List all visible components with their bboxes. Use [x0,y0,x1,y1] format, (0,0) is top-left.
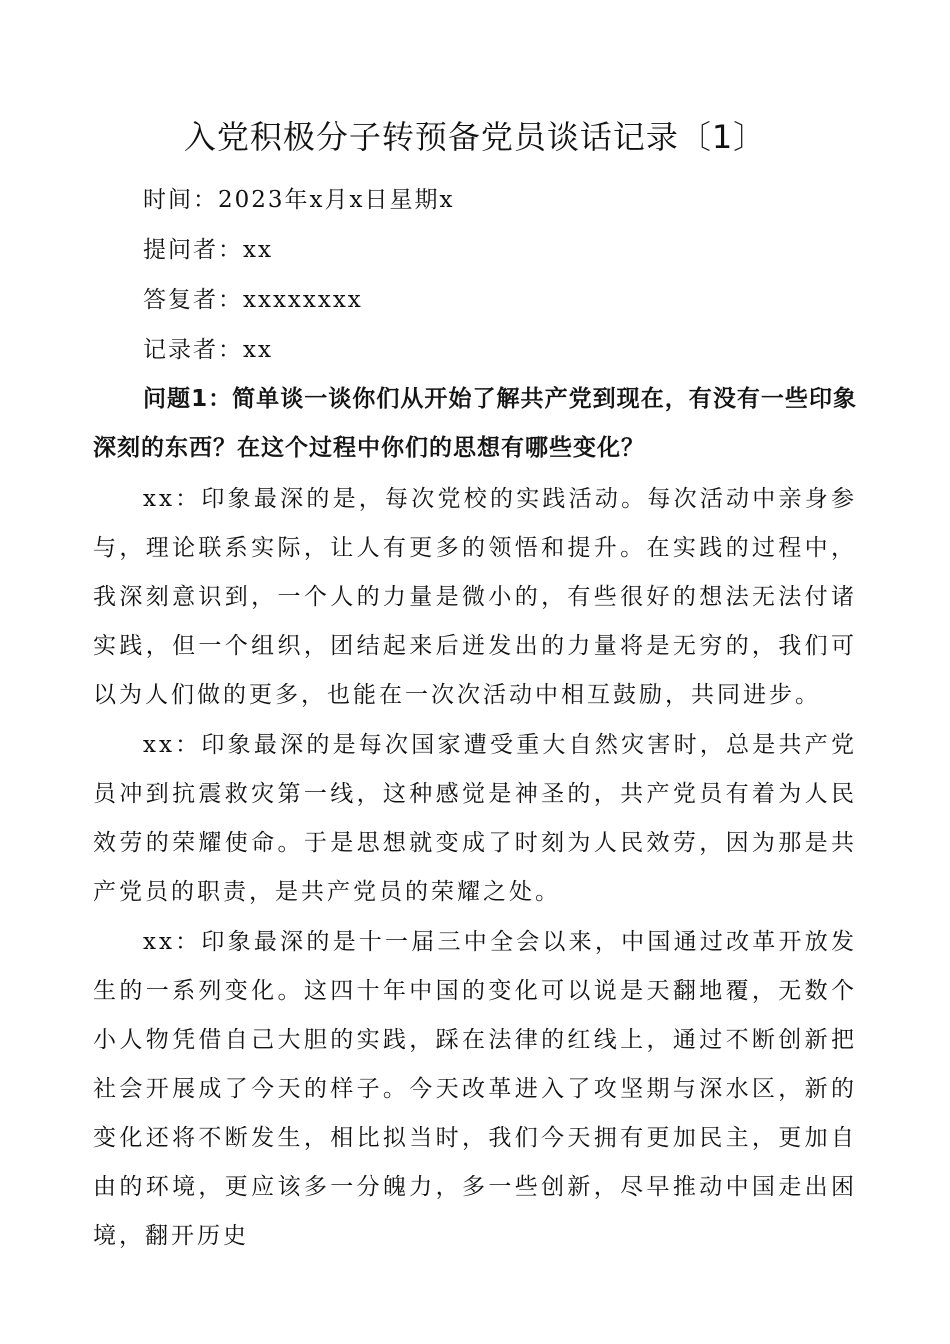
answer-paragraph-3: xx：印象最深的是十一届三中全会以来，中国通过改革开放发生的一系列变化。这四十年中国的变化可以说是天翻地覆，无数个小人物凭借自己大胆的实践，踩在法律的红线上，通过不断创新把社会开展成了今天的样子。今天改革进入了攻坚期与深水区，新的变化还将不断发生，相比拟当时，我们今天拥有更加民主，更加自由的环境，更应该多一分魄力，多一些创新，尽早推动中国走出困境，翻开历史 [93,929,857,1249]
answer-paragraph-2: xx：印象最深的是每次国家遭受重大自然灾害时，总是共产党员冲到抗震救灾第一线，这种感觉是神圣的，共产党员有着为人民效劳的荣耀使命。于是思想就变成了时刻为人民效劳，因为那是共产党员的职责，是共产党员的荣耀之处。 [93,732,857,905]
answer-paragraph-1: xx：印象最深的是，每次党校的实践活动。每次活动中亲身参与，理论联系实际，让人有更多的领悟和提升。在实践的过程中，我深刻意识到，一个人的力量是微小的，有些很好的想法无法付诸实践，但一个组织，团结起来后迸发出的力量将是无穷的，我们可以为人们做的更多，也能在一次次活动中相互鼓励，共同进步。 [93,486,857,708]
meta-respondent: 答复者：xxxxxxxx [143,287,363,313]
question-1: 问题1：简单谈一谈你们从开始了解共产党到现在，有没有一些印象深刻的东西？在这个过程中你们的思想有哪些变化？ [93,386,857,461]
document-body [93,375,857,1261]
document-title: 入党积极分子转预备党员谈话记录〔1〕 [183,118,767,156]
meta-questioner: 提问者：xx [143,237,273,263]
meta-recorder: 记录者：xx [143,337,273,363]
meta-time: 时间：2023年x月x日星期x [143,187,455,213]
